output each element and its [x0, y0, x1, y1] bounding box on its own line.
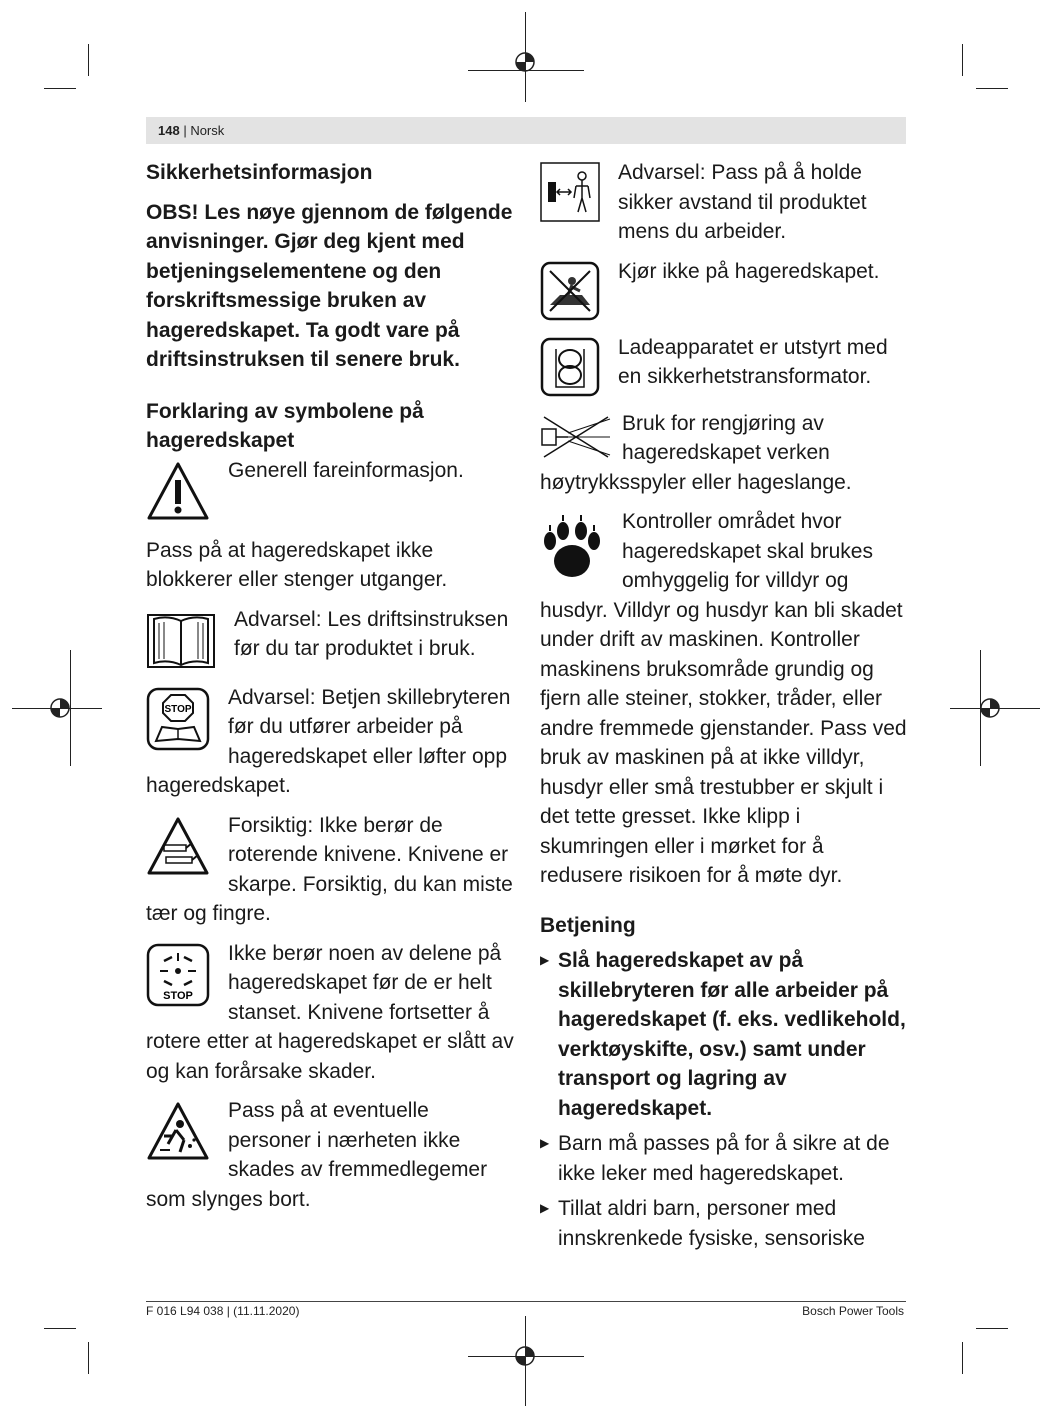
no-hose-icon — [540, 413, 612, 461]
left-column — [146, 158, 514, 1224]
symbol-text: Ikke berør noen av delene på hageredskapet før de er helt stanset. Knivene fortsetter å rotere etter at hageredskapet er slått av og kan forårsake skader. — [146, 941, 514, 1083]
symbol-text: Pass på at eventuelle personer i nærheten ikke skades av fremmedlegemer som slynges bort. — [146, 1099, 488, 1211]
page-language: Norsk — [190, 123, 225, 138]
safe-distance-icon — [540, 162, 600, 222]
svg-text:STOP: STOP — [164, 703, 192, 715]
symbol-entry — [146, 605, 514, 673]
symbol-entry — [146, 456, 514, 526]
symbol-entry — [540, 409, 908, 498]
symbol-entry — [540, 333, 908, 399]
symbol-text: Advarsel: Les driftsinstruksen før du tar produktet i bruk. — [234, 607, 509, 660]
symbol-text: Ladeapparatet er utstyrt med en sikkerhetstransformator. — [618, 335, 888, 388]
symbol-text: Kjør ikke på hageredskapet. — [618, 259, 880, 283]
symbol-entry — [146, 939, 514, 1087]
registration-mark-icon — [514, 1345, 536, 1367]
symbol-entry — [540, 507, 908, 891]
symbol-text: Bruk for rengjøring av hageredskapet verken høytrykksspyler eller hageslange. — [540, 411, 852, 494]
footer-doc-ref: F 016 L94 038 | (11.11.2020) — [146, 1304, 300, 1318]
heading-safety: Sikkerhetsinformasjon — [146, 161, 373, 184]
thrown-object-icon — [146, 1100, 210, 1164]
svg-text:STOP: STOP — [163, 989, 193, 1002]
symbol-entry — [146, 1096, 514, 1214]
safety-transformer-icon — [540, 337, 600, 397]
footer-divider — [146, 1301, 906, 1302]
right-column — [540, 158, 908, 1259]
obs-notice: OBS! Les nøye gjennom de følgende anvisninger. Gjør deg kjent med betjeningselementene og den forskriftsmessige bruken av hageredskapet. Ta godt vare på driftsinstruksen til senere bruk. — [146, 200, 513, 371]
page-header: 148 | Norsk — [146, 117, 906, 144]
symbol-entry — [540, 257, 908, 323]
symbol-text: Forsiktig: Ikke berør de roterende knivene. Knivene er skarpe. Forsiktig, du kan miste tær og fingre. — [146, 813, 513, 925]
heading-operation: Betjening — [540, 913, 636, 937]
operation-list — [540, 946, 908, 1253]
paw-icon — [540, 511, 604, 583]
page-number: 148 — [158, 123, 180, 138]
footer-brand: Bosch Power Tools — [802, 1304, 904, 1318]
symbol-text: Kontroller området hvor hageredskapet skal brukes omhyggelig for villdyr og husdyr. Villdyr og husdyr kan bli skadet under drift av maskinen. Kontroller maskinens bruksområde grundig og fjern alle steiner, stokker, tråder, eller andre fremmede gjenstander. Pass ved bruk av maskinen på at ikke villdyr, husdyr eller små trestubber er skjult i det tette gresset. Ikke klipp i skumringen eller i mørket for å redusere risikoen for å møte dyr. — [540, 510, 907, 887]
registration-mark-icon — [979, 697, 1001, 719]
list-item: ▶ Tillat aldri barn, personer med innskrenkede fysiske, sensoriske — [540, 1194, 908, 1253]
blade-warning-icon — [146, 815, 210, 879]
registration-mark-icon — [49, 697, 71, 719]
symbol-text: Pass på at hageredskapet ikke blokkerer eller stenger utganger. — [146, 538, 448, 591]
symbol-text: Advarsel: Betjen skillebryteren før du utfører arbeider på hageredskapet eller løfter opp hageredskapet. — [146, 685, 511, 797]
list-item: ▶ Slå hageredskapet av på skillebryteren før alle arbeider på hageredskapet (f. eks. vedlikehold, verktøyskifte, osv.) samt under transport og lagring av hageredskapet. — [540, 946, 908, 1123]
list-item: ▶ Barn må passes på for å sikre at de ikke leker med hageredskapet. — [540, 1129, 908, 1188]
heading-symbols: Forklaring av symbolene på hageredskapet — [146, 399, 424, 452]
symbol-entry — [540, 158, 908, 247]
symbol-entry — [146, 811, 514, 929]
symbol-text: Advarsel: Pass på å holde sikker avstand til produktet mens du arbeider. — [618, 161, 867, 243]
registration-mark-icon — [514, 51, 536, 73]
no-riding-icon — [540, 261, 600, 321]
rotating-stop-icon — [146, 943, 210, 1007]
stop-manual-icon — [146, 687, 210, 751]
manual-book-icon — [146, 609, 216, 671]
symbol-text: Generell fareinformasjon. — [228, 458, 464, 482]
symbol-entry — [146, 683, 514, 801]
warning-triangle-icon — [146, 460, 210, 524]
